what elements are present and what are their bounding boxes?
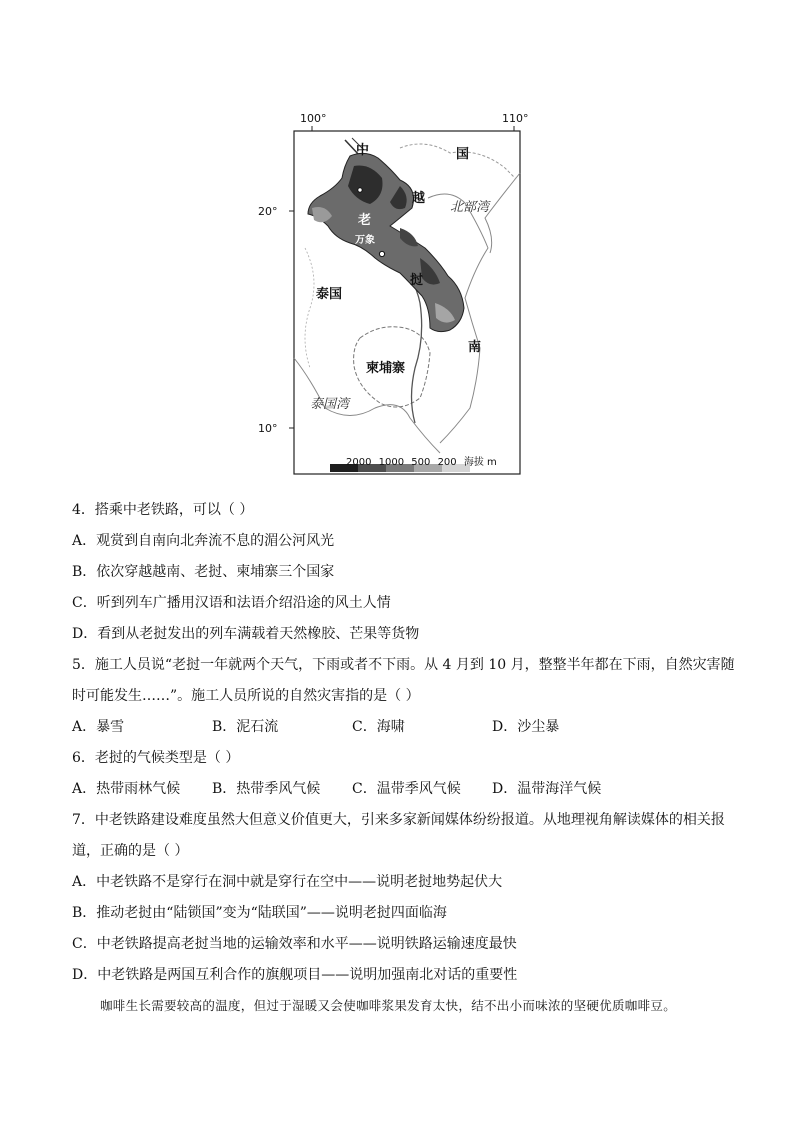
option-a[interactable]: A．热带雨林气候 xyxy=(72,781,181,797)
label-cambodia: 柬埔寨 xyxy=(366,361,406,376)
lon-110-label: 110° xyxy=(502,112,529,125)
question-stem: 5．施工人员说“老挝一年就两个天气，下雨或者不下雨。从 4 月到 10 月，整整半年都在下雨，自然灾害随 xyxy=(72,657,735,673)
question-7 xyxy=(72,805,762,991)
options-row xyxy=(72,774,762,805)
legend-unit: 海拔 m xyxy=(463,457,497,468)
label-laos-2: 挝 xyxy=(410,273,424,288)
legend-value: 500 xyxy=(411,457,431,468)
option-a[interactable]: A．观赏到自南向北奔流不息的湄公河风光 xyxy=(72,533,335,549)
option-a[interactable]: A．暴雪 xyxy=(72,719,125,735)
label-vietnam-1: 越 xyxy=(412,191,426,206)
question-stem: 4．搭乘中老铁路，可以（ ） xyxy=(72,502,254,518)
label-china-1: 中 xyxy=(356,143,370,158)
legend-value: 200 xyxy=(437,457,457,468)
question-list xyxy=(72,495,762,991)
map-graphic xyxy=(250,108,550,480)
option-a[interactable]: A．中老铁路不是穿行在洞中就是穿行在空中——说明老挝地势起伏大 xyxy=(72,874,503,890)
elevation-legend xyxy=(346,453,501,468)
label-thailand: 泰国 xyxy=(316,287,343,302)
map-frame xyxy=(294,131,520,474)
option-b[interactable]: B．热带季风气候 xyxy=(212,781,321,797)
coffee-passage: 咖啡生长需要较高的温度，但过于湿暖又会使咖啡浆果发育太快，结不出小而味浓的坚硬优质咖啡豆。 xyxy=(100,998,677,1013)
lat-20-label: 20° xyxy=(258,205,278,218)
option-c[interactable]: C．听到列车广播用汉语和法语介绍沿途的风土人情 xyxy=(72,595,391,611)
question-stem: 道，正确的是（ ） xyxy=(72,843,189,859)
option-b[interactable]: B．依次穿越越南、老挝、柬埔寨三个国家 xyxy=(72,564,335,580)
option-d[interactable]: D．温带海洋气候 xyxy=(492,781,602,797)
question-stem: 时可能发生……”。施工人员所说的自然灾害指的是（ ） xyxy=(72,688,420,704)
label-gulf-tonkin: 北部湾 xyxy=(450,200,490,215)
question-stem: 6．老挝的气候类型是（ ） xyxy=(72,750,240,766)
option-b[interactable]: B．泥石流 xyxy=(212,719,279,735)
lat-10-label: 10° xyxy=(258,422,278,435)
label-china-2: 国 xyxy=(456,147,470,162)
label-gulf-thailand: 泰国湾 xyxy=(310,397,350,412)
option-c[interactable]: C．中老铁路提高老挝当地的运输效率和水平——说明铁路运输速度最快 xyxy=(72,936,517,952)
option-d[interactable]: D．中老铁路是两国互利合作的旗舰项目——说明加强南北对话的重要性 xyxy=(72,967,518,983)
lon-100-label: 100° xyxy=(300,112,327,125)
laos-map xyxy=(250,108,550,480)
legend-value: 1000 xyxy=(378,457,405,468)
option-c[interactable]: C．海啸 xyxy=(352,719,405,735)
option-c[interactable]: C．温带季风气候 xyxy=(352,781,461,797)
option-d[interactable]: D．沙尘暴 xyxy=(492,719,560,735)
option-d[interactable]: D．看到从老挝发出的列车满载着天然橡胶、芒果等货物 xyxy=(72,626,420,642)
label-vietnam-2: 南 xyxy=(468,340,482,355)
legend-value: 2000 xyxy=(346,457,372,468)
question-6 xyxy=(72,743,762,805)
question-stem: 7．中老铁路建设难度虽然大但意义价值更大，引来多家新闻媒体纷纷报道。从地理视角解读媒体的相关报 xyxy=(72,812,725,828)
question-5 xyxy=(72,650,762,743)
options-row xyxy=(72,712,762,743)
option-b[interactable]: B．推动老挝由“陆锁国”变为“陆联国”——说明老挝四面临海 xyxy=(72,905,447,921)
question-4 xyxy=(72,495,762,650)
label-laos-1: 老 xyxy=(358,213,372,228)
label-vientiane: 万象 xyxy=(355,235,375,246)
